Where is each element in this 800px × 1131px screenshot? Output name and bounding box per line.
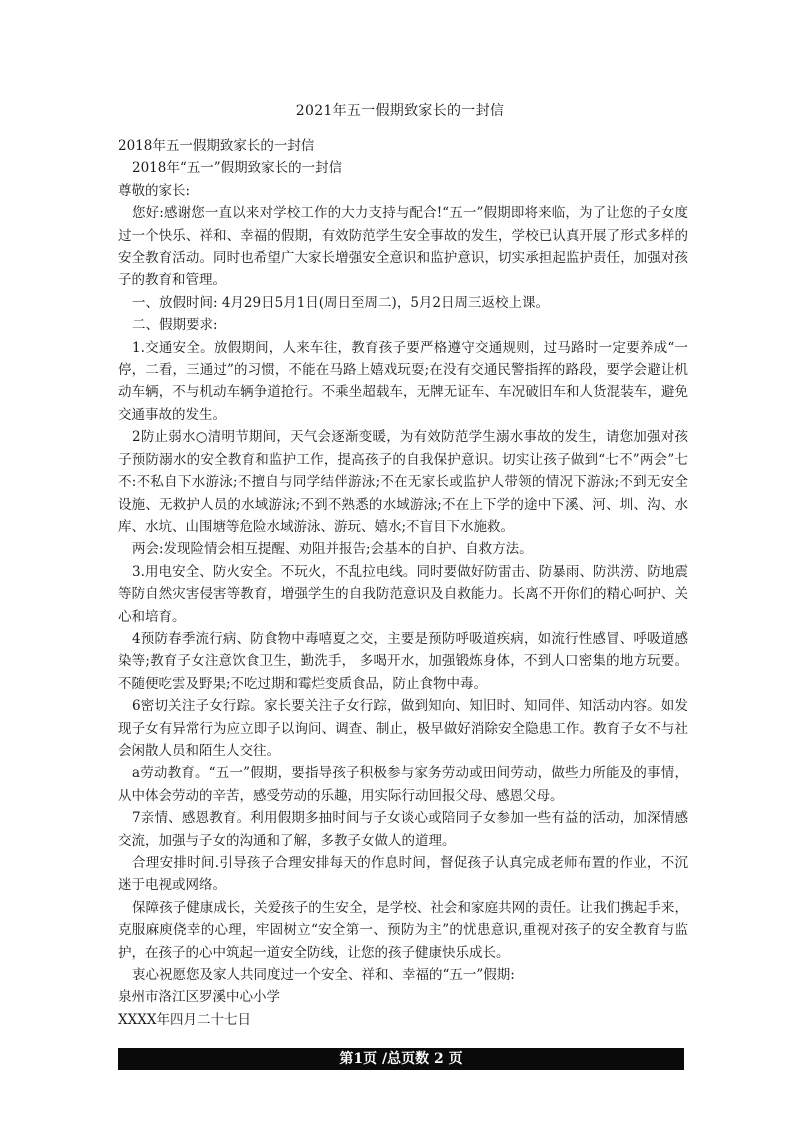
letter-body — [118, 135, 688, 1031]
paragraph: 4预防春季流行病、防食物中毒嘻夏之交，主要是预防呼吸道疾病，如流行性感冒、呼吸道感染等;教育子女注意饮食卫生，勤洗手， 多喝开水，加强锻炼身体，不到人口密集的地方玩要。不随便吃雲及野果;不吃过期和霉烂变质食品，防止食物中毒。 — [118, 630, 688, 692]
paragraph: a劳动教育。“五一”假期，要指导孩子积极参与家务劳动或田间劳动，做些力所能及的事情，从中体会劳动的辛苦，感受劳动的乐趣，用实际行动回报父母、感恩父母。 — [118, 765, 688, 804]
paragraph: 一、放假时间: 4月29日5月1日(周日至周二)，5月2日周三返校上课。 — [132, 294, 549, 311]
paragraph: 合理安排时间.引导孩子合理安排每天的作息时间，督促孩子认真完成老师布置的作业，不沉迷于电视或网络。 — [118, 855, 688, 894]
paragraph: 二、假期要求: — [132, 317, 218, 334]
paragraph: 两会:发现险情会相互提醒、劝阻并报告;会基本的自护、自救方法。 — [132, 541, 533, 558]
paragraph: 3.用电安全、防火安全。不玩火，不乱拉电线。同时要做好防雷击、防暴雨、防洪涝、防地震等防自然灾害侵害等教育，增强学生的自我防范意识及自救能力。长离不开你们的精心呵护、关心和培育。 — [118, 563, 688, 625]
paragraph: 尊敬的家长: — [118, 182, 191, 199]
paragraph: 2018年“五一”假期致家长的一封信 — [132, 160, 343, 177]
page-title: 2021年五一假期致家长的一封信 — [295, 103, 505, 119]
page-footer — [118, 1048, 684, 1070]
paragraph: 保障孩子健康成长，关爱孩子的生安全，是学校、社会和家庭共网的责任。让我们携起手来，克服麻庾侥幸的心理，牢固树立“安全第一、预防为主”的忧患意识,重视对孩子的安全教育与监护，在孩子的心中筑起一道安全防线，让您的孩子健康快乐成长。 — [118, 899, 688, 961]
paragraph: 衷心祝愿您及家人共同度过一个安全、祥和、幸福的“五一”假期: — [132, 967, 515, 984]
paragraph: 1.交通安全。放假期间，人来车往，教育孩子要严格遵守交通规则，过马路时一定要养成“一停，二看，三通过”的习惯，不能在马路上嬉戏玩耍;在没有交通民警指挥的路段，要学会避让机动车辆，不与机动车辆争道抢行。不乘坐超载车，无牌无证车、车况破旧车和人货混装车，避免交通事故的发生。 — [118, 339, 688, 423]
paragraph: 泉州市洛江区罗溪中心小学 — [118, 989, 280, 1006]
paragraph: 2防止弱水○清明节期间，天气会逐渐变暖，为有效防范学生溺水事故的发生，请您加强对孩子预防溺水的安全教育和监护工作，提高孩子的自我保护意识。切实让孩子做到“七不”两会”七不:不私自下水游泳;不擅自与同学结伴游泳;不在无家长或监护人带领的情况下游泳;不到无安全设施、无救护人员的水域游泳;不到不熟悉的水域游泳;不在上下学的途中下溪、河、圳、沟、水库、水坑、山围塘等危险水域游泳、游玩、嬉水;不盲目下水施救。 — [118, 429, 688, 535]
paragraph: 6密切关注子女行踪。家长要关注子女行踪，做到知向、知旧时、知同伴、知活动内容。如发现子女有异常行为应立即子以询问、调查、制止，极早做好消除安全隐患工作。教育子女不与社会闲散人员和陌生人交往。 — [118, 698, 688, 759]
paragraph: 2018年五一假期致家长的一封信 — [118, 138, 315, 154]
paragraph: 您好:感谢您一直以来对学校工作的大力支持与配合!“五一”假期即将来临，为了让您的子女度过一个快乐、祥和、幸福的假期，有效防范学生安全事故的发生，学校已认真开展了形式多样的安全教育活动。同时也希望广大家长增强安全意识和监护意识，切实承担起监护责任，加强对孩子的教育和管理。 — [118, 205, 688, 289]
paragraph: XXXX年四月二十七日 — [118, 1011, 251, 1028]
paragraph: 7亲情、感恩教育。利用假期多抽时间与子女谈心或陪同子女参加一些有益的活动，加深情感交流，加强与子女的沟通和了解，多教子女做人的道理。 — [118, 810, 688, 849]
page-indicator: 第1页 /总页数 2 页 — [339, 1051, 463, 1067]
